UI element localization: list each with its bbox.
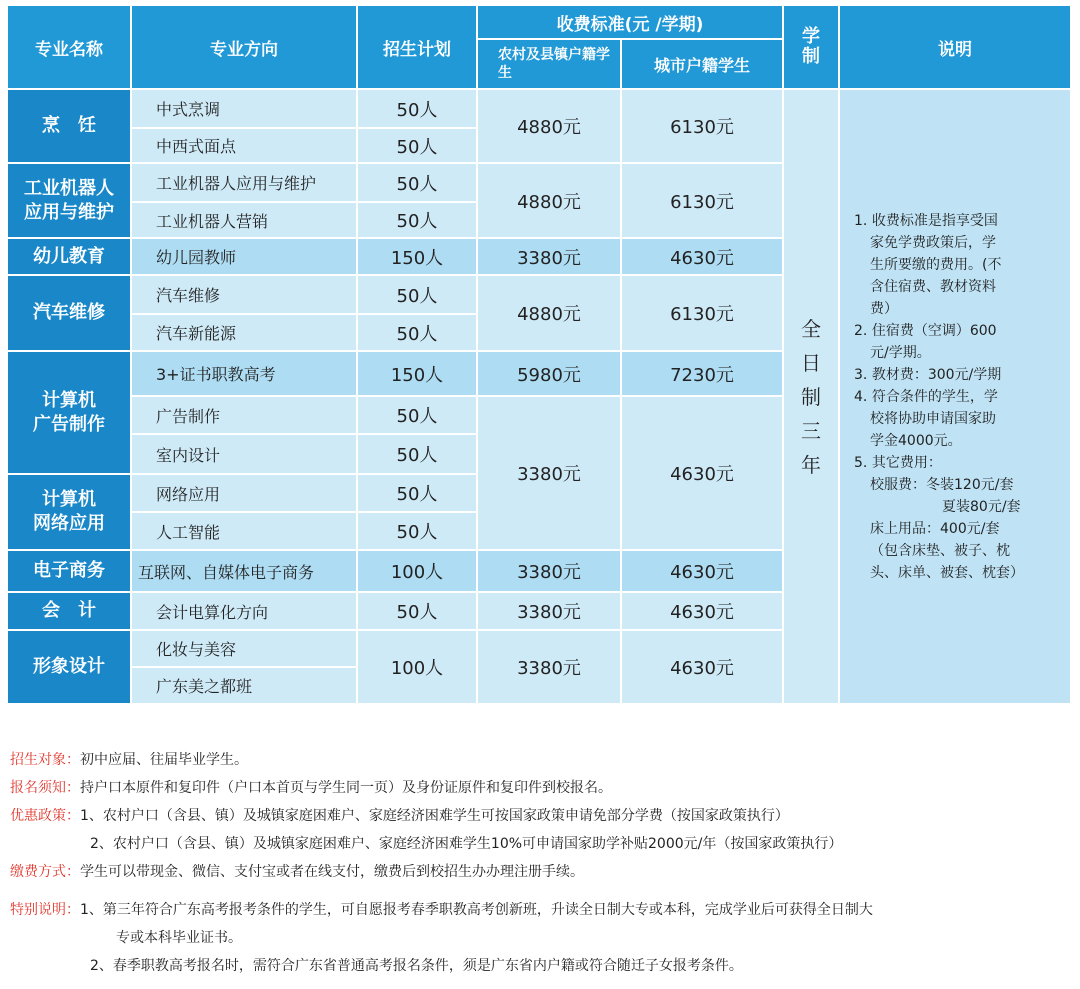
fee-table — [8, 6, 1072, 705]
note-special-1b: 专或本科毕业证书。 — [116, 930, 242, 946]
fee-rural: 4880元 — [478, 164, 622, 239]
note-target: 招生对象：初中应届、往届毕业学生。 — [10, 752, 248, 768]
header-note: 说明 — [840, 6, 1072, 90]
direction-item: 3+证书职教高考 — [132, 352, 358, 397]
header-major: 专业名称 — [8, 6, 132, 90]
fee-rural: 3380元 — [478, 551, 622, 593]
plan-count: 100人 — [358, 631, 478, 705]
fee-city: 7230元 — [622, 352, 784, 397]
header-fee-city: 城市户籍学生 — [622, 40, 784, 90]
fee-city: 4630元 — [622, 551, 784, 593]
notes-panel: 1. 收费标准是指享受国 家免学费政策后，学 生所要缴的费用。(不 含住宿费、教材资料 费） 2. 住宿费（空调）600 元/学期。 3. 教材费：300元/学期 4. 符合条件的学生，学 校将协助申请国家助 学金4000元。 5. 其它费用： 校服费：冬装120元/套 夏装80元/套 床上用品：400元/套 （包含床垫、被子、枕 头、床单、被套、枕套） — [840, 90, 1072, 705]
plan-count: 50人 — [358, 90, 478, 129]
plan-count: 50人 — [358, 593, 478, 631]
note-policy: 优惠政策：1、农村户口（含县、镇）及城镇家庭困难户、家庭经济困难学生可按国家政策申请免部分学费（按国家政策执行） — [10, 808, 789, 824]
direction-item: 工业机器人营销 — [132, 203, 358, 239]
major-preschool: 幼儿教育 — [8, 239, 132, 276]
enrollment-notes — [10, 746, 1070, 980]
plan-count: 50人 — [358, 129, 478, 164]
plan-count: 50人 — [358, 435, 478, 475]
direction-item: 广告制作 — [132, 397, 358, 435]
plan-count: 50人 — [358, 513, 478, 551]
major-ecommerce: 电子商务 — [8, 551, 132, 593]
note-payment: 缴费方式：学生可以带现金、微信、支付宝或者在线支付，缴费后到校招生办办理注册手续。 — [10, 864, 584, 880]
header-fee-rural: 农村及县镇户籍学生 — [478, 40, 622, 90]
header-years: 学制 — [784, 6, 840, 90]
direction-item: 互联网、自媒体电子商务 — [132, 551, 358, 593]
major-computer-ad: 计算机 广告制作 — [8, 352, 132, 475]
fee-city: 6130元 — [622, 276, 784, 352]
direction-item: 工业机器人应用与维护 — [132, 164, 358, 203]
plan-count: 50人 — [358, 164, 478, 203]
plan-count: 150人 — [358, 239, 478, 276]
fee-rural: 5980元 — [478, 352, 622, 397]
direction-item: 汽车新能源 — [132, 315, 358, 352]
fee-city: 6130元 — [622, 164, 784, 239]
direction-item: 室内设计 — [132, 435, 358, 475]
header-direction: 专业方向 — [132, 6, 358, 90]
plan-count: 50人 — [358, 475, 478, 513]
plan-count: 100人 — [358, 551, 478, 593]
major-image-design: 形象设计 — [8, 631, 132, 705]
enrollment-table — [8, 6, 1072, 720]
direction-item: 会计电算化方向 — [132, 593, 358, 631]
plan-count: 150人 — [358, 352, 478, 397]
fee-city: 4630元 — [622, 631, 784, 705]
fee-city: 4630元 — [622, 593, 784, 631]
major-cooking: 烹 饪 — [8, 90, 132, 164]
note-special: 特别说明：1、第三年符合广东高考报考条件的学生，可自愿报考春季职教高考创新班，升读全日制大专或本科，完成学业后可获得全日制大 — [10, 902, 873, 918]
fee-city: 4630元 — [622, 239, 784, 276]
note-signup: 报名须知：持户口本原件和复印件（户口本首页与学生同一页）及身份证原件和复印件到校报名。 — [10, 780, 612, 796]
fee-city: 4630元 — [622, 397, 784, 551]
direction-item: 人工智能 — [132, 513, 358, 551]
major-accounting: 会 计 — [8, 593, 132, 631]
major-computer-network: 计算机 网络应用 — [8, 475, 132, 551]
plan-count: 50人 — [358, 203, 478, 239]
fee-rural: 3380元 — [478, 593, 622, 631]
plan-count: 50人 — [358, 276, 478, 315]
fee-rural: 3380元 — [478, 631, 622, 705]
fee-rural: 4880元 — [478, 276, 622, 352]
direction-item: 幼儿园教师 — [132, 239, 358, 276]
note-special-2: 2、春季职教高考报名时，需符合广东省普通高考报名条件，须是广东省内户籍或符合随迁子女报考条件。 — [90, 958, 743, 974]
study-years: 全 日 制 三 年 — [784, 90, 840, 705]
plan-count: 50人 — [358, 397, 478, 435]
fee-rural: 4880元 — [478, 90, 622, 164]
fee-city: 6130元 — [622, 90, 784, 164]
direction-item: 广东美之都班 — [132, 668, 358, 705]
direction-item: 中西式面点 — [132, 129, 358, 164]
direction-item: 网络应用 — [132, 475, 358, 513]
header-plan: 招生计划 — [358, 6, 478, 90]
direction-item: 汽车维修 — [132, 276, 358, 315]
header-fee-title: 收费标准(元 /学期) — [478, 6, 784, 40]
fee-rural: 3380元 — [478, 239, 622, 276]
direction-item: 中式烹调 — [132, 90, 358, 129]
note-policy-2: 2、农村户口（含县、镇）及城镇家庭困难户、家庭经济困难学生10%可申请国家助学补贴2000元/年（按国家政策执行） — [90, 836, 843, 852]
fee-rural: 3380元 — [478, 397, 622, 551]
major-robotics: 工业机器人 应用与维护 — [8, 164, 132, 239]
direction-item: 化妆与美容 — [132, 631, 358, 668]
major-auto: 汽车维修 — [8, 276, 132, 352]
plan-count: 50人 — [358, 315, 478, 352]
